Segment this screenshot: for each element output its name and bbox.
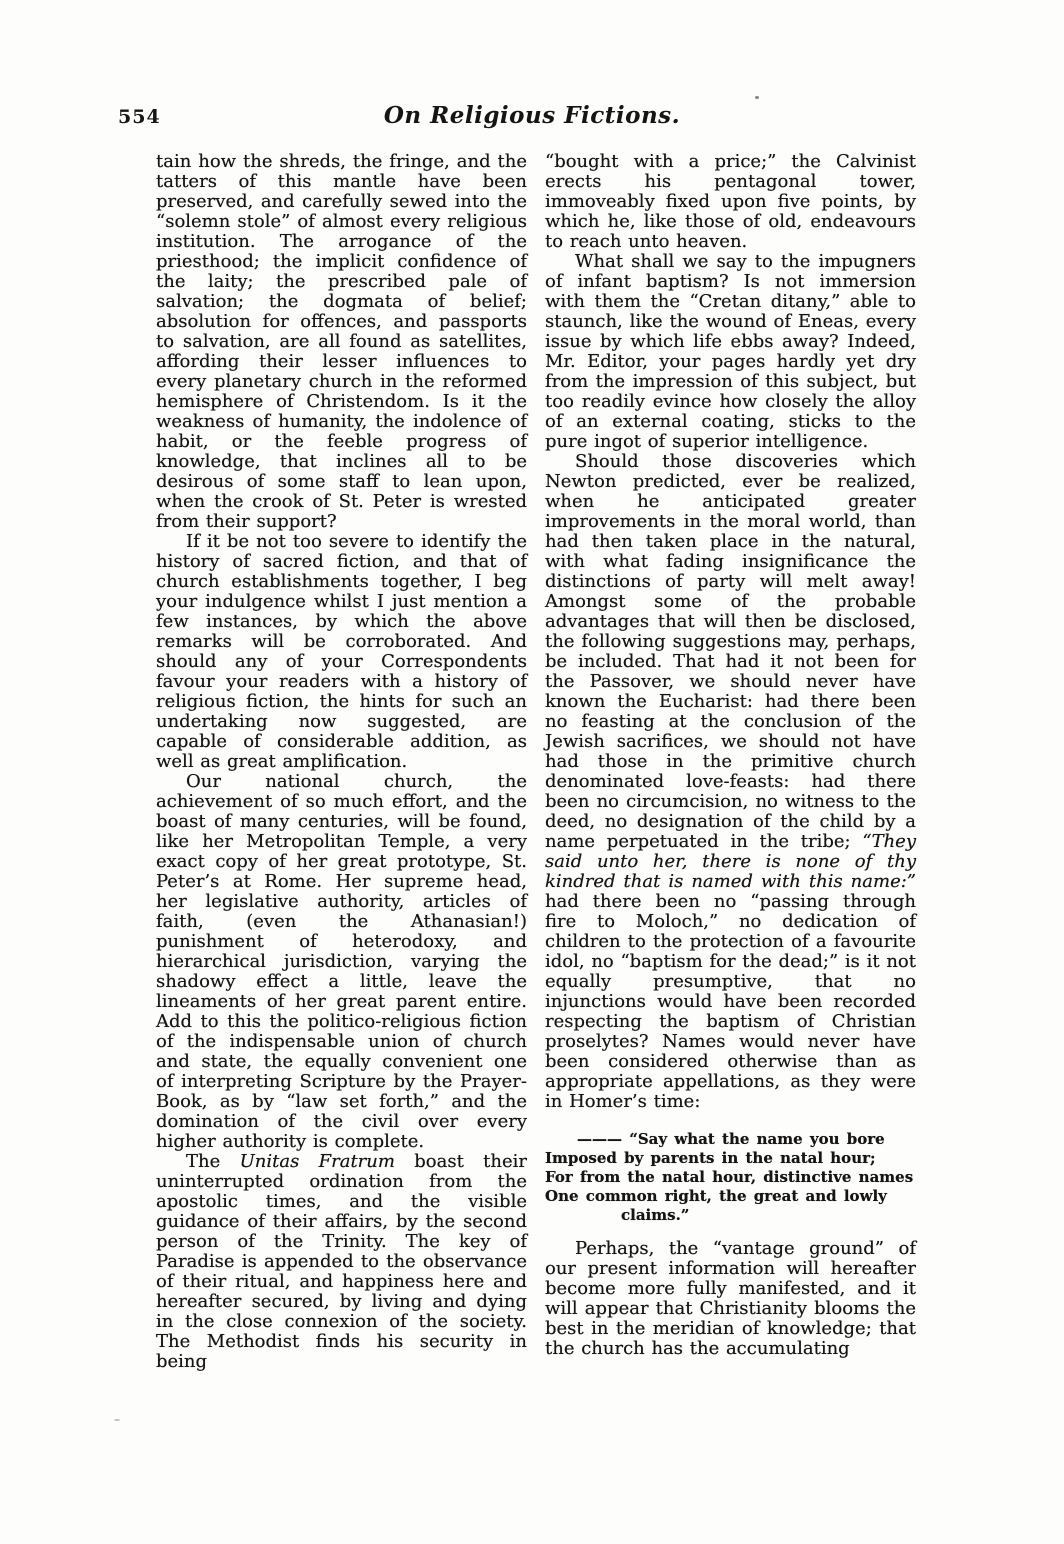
italic-text: Unitas Fratrum [239, 1151, 395, 1172]
paragraph [545, 252, 916, 452]
right-column [545, 152, 916, 1372]
text-segment: Should those discoveries which Newton predicted, ever be realized, when he anticipated greater improvements in the moral world, than had then taken place in the natural, with what fading insignificance the distinctions of party will melt away! Amongst some of the probable advantages that will then be disclosed, the following suggestions may, perhaps, be included. That had it not been for the Passover, we should never have known the Eucharist: had there been no feasting at the conclusion of the Jewish sacrifices, we should not have had those in the primitive church denominated love-feasts: had there been no circumcision, no witness to the deed, no designation of the child by a name perpetuated in the tribe; [545, 451, 916, 852]
verse-line: ——— “Say what the name you bore [577, 1130, 885, 1148]
text-segment: What shall we say to the impugners of infant baptism? Is not immersion with them the “Cretan ditany,” able to staunch, like the wound of Eneas, every issue by which life ebbs away? Indeed, Mr. Editor, your pages hardly yet dry from the impression of this subject, but too readily evince how closely the alloy of an external coating, sticks to the pure ingot of superior intelligence. [545, 251, 916, 452]
verse-line: Imposed by parents in the natal hour; [545, 1149, 876, 1167]
text-segment: “bought with a price;” the Calvinist erects his pentagonal tower, immoveably fixed upon five points, by which he, like those of old, endeavours to reach unto heaven. [545, 151, 916, 252]
text-segment: The [186, 1151, 240, 1172]
text-segment: tain how the shreds, the fringe, and the tatters of this mantle have been preserved, and carefully sewed into the “solemn stole” of almost every religious institution. The arrogance of the priesthood; the implicit confidence of the laity; the prescribed pale of salvation; the dogmata of belief; absolution for offences, and passports to salvation, are all found as satellites, affording their lesser influences to every planetary church in the reformed hemisphere of Christendom. Is it the weakness of humanity, the indolence of habit, or the feeble progress of knowledge, that inclines all to be desirous of some staff to lean upon, when the crook of St. Peter is wrested from their support? [156, 151, 527, 532]
paragraph [156, 1152, 527, 1372]
italic-text: “They said unto her, there is none of thy kindred that is named with this name:” [545, 831, 916, 892]
text-segment: Our national church, the achievement of so much effort, and the boast of many centuries, will be found, like her Metropolitan Temple, a very exact copy of her great prototype, St. Peter’s at Rome. Her supreme head, her legislative authority, articles of faith, (even the Athanasian!) punishment of heterodoxy, and hierarchical jurisdiction, varying the shadowy effect a little, leave the lineaments of her great parent entire. Add to this the politico-religious fiction of the indispensable union of church and state, the equally convenient one of interpreting Scripture by the Prayer-Book, as by “law set forth,” and the domination of the civil over every higher authority is complete. [156, 771, 527, 1152]
text-segment: had there been no “passing through fire to Moloch,” no dedication of children to the protection of a favourite idol, no “baptism for the dead;” is it not equally presumptive, that no injunctions would have been recorded respecting the baptism of Christian proselytes? Names would never have been considered otherwise than as appropriate appellations, as they were in Homer’s time: [545, 891, 916, 1112]
text-segment: If it be not too severe to identify the history of sacred fiction, and that of church establishments together, I beg your indulgence whilst I just mention a few instances, by which the above remarks will be corroborated. And should any of your Correspondents favour your readers with a history of religious fiction, the hints for such an undertaking now suggested, are capable of considerable addition, as well as great amplification. [156, 531, 527, 772]
paragraph [156, 152, 527, 532]
paragraph [156, 532, 527, 772]
ink-speck [114, 1419, 120, 1421]
ink-speck [755, 96, 759, 99]
verse-quote [545, 1130, 916, 1225]
page-number: 554 [118, 106, 161, 128]
text-columns [156, 152, 916, 1372]
paragraph [545, 1239, 916, 1359]
verse-line: One common right, the great and lowly [545, 1187, 887, 1205]
page-title: On Religious Fictions. [383, 102, 681, 129]
verse-line: claims.” [621, 1206, 690, 1224]
verse-line: For from the natal hour, distinctive names [545, 1168, 914, 1186]
left-column [156, 152, 527, 1372]
paragraph [545, 452, 916, 1112]
text-segment: Perhaps, the “vantage ground” of our present information will hereafter become more fully manifested, and it will appear that Christianity blooms the best in the meridian of knowledge; that the church has the accumulating [545, 1238, 916, 1359]
paragraph [156, 772, 527, 1152]
text-segment: boast their uninterrupted ordination from the apostolic times, and the visible guidance of their affairs, by the second person of the Trinity. The key of Paradise is appended to the observance of their ritual, and happiness here and hereafter secured, by living and dying in the close connexion of the society. The Methodist finds his security in being [156, 1151, 527, 1372]
paragraph [545, 152, 916, 252]
